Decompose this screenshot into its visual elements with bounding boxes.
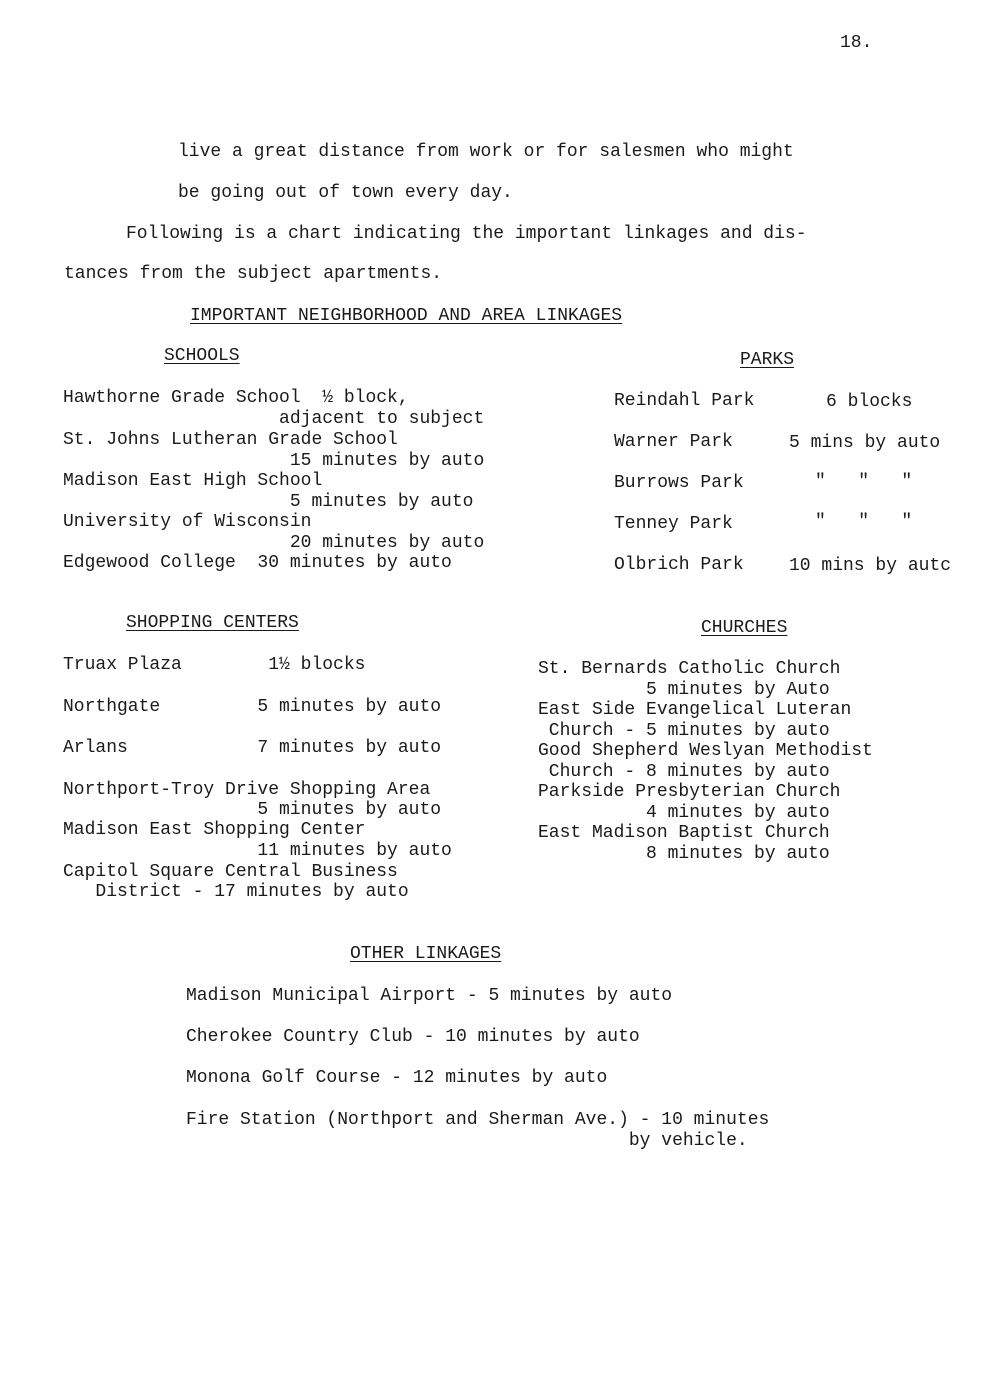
shopping-line: Madison East Shopping Center	[63, 820, 366, 840]
intro-line-1: live a great distance from work or for salesmen who might	[178, 142, 794, 162]
schools-line: 5 minutes by auto	[63, 492, 474, 512]
schools-line: Edgewood College 30 minutes by auto	[63, 553, 452, 573]
churches-line: Good Shepherd Weslyan Methodist	[538, 741, 873, 761]
park-distance: 10 mins by autc	[789, 556, 952, 576]
shopping-line: Northport-Troy Drive Shopping Area	[63, 780, 431, 800]
schools-line: adjacent to subject	[63, 409, 485, 429]
churches-line: 8 minutes by auto	[538, 844, 830, 864]
churches-line: East Side Evangelical Luteran	[538, 700, 852, 720]
churches-line: 4 minutes by auto	[538, 803, 830, 823]
schools-line: Hawthorne Grade School ½ block,	[63, 388, 409, 408]
main-heading: IMPORTANT NEIGHBORHOOD AND AREA LINKAGES	[190, 306, 623, 326]
shopping-line: Arlans 7 minutes by auto	[63, 738, 442, 758]
park-distance: 5 mins by auto	[789, 433, 941, 453]
shopping-line: Capitol Square Central Business	[63, 862, 398, 882]
other-line: Monona Golf Course - 12 minutes by auto	[186, 1068, 608, 1088]
shopping-line: 11 minutes by auto	[63, 841, 452, 861]
intro-line-3: Following is a chart indicating the important linkages and dis-	[126, 224, 807, 244]
intro-line-4: tances from the subject apartments.	[64, 264, 443, 284]
churches-line: 5 minutes by Auto	[538, 680, 830, 700]
schools-line: 15 minutes by auto	[63, 451, 485, 471]
park-name: Warner Park	[614, 432, 733, 452]
park-name: Reindahl Park	[614, 391, 755, 411]
shopping-line: 5 minutes by auto	[63, 800, 442, 820]
intro-line-2: be going out of town every day.	[178, 183, 513, 203]
park-distance: 6 blocks	[826, 392, 913, 412]
other-line: Cherokee Country Club - 10 minutes by auto	[186, 1027, 640, 1047]
churches-line: Church - 8 minutes by auto	[538, 762, 830, 782]
churches-heading: CHURCHES	[701, 618, 788, 638]
shopping-line: Truax Plaza 1½ blocks	[63, 655, 366, 675]
schools-line: Madison East High School	[63, 471, 323, 491]
park-name: Olbrich Park	[614, 555, 744, 575]
other-line: Fire Station (Northport and Sherman Ave.) - 10 minutes	[186, 1110, 770, 1130]
other-line: by vehicle.	[186, 1131, 748, 1151]
schools-line: University of Wisconsin	[63, 512, 312, 532]
schools-heading: SCHOOLS	[164, 346, 240, 366]
park-distance: " " "	[815, 512, 913, 532]
schools-line: St. Johns Lutheran Grade School	[63, 430, 398, 450]
schools-line: 20 minutes by auto	[63, 533, 485, 553]
park-name: Tenney Park	[614, 514, 733, 534]
other-heading: OTHER LINKAGES	[350, 944, 502, 964]
page-number: 18.	[840, 33, 873, 53]
churches-line: Church - 5 minutes by auto	[538, 721, 830, 741]
churches-line: St. Bernards Catholic Church	[538, 659, 841, 679]
shopping-heading: SHOPPING CENTERS	[126, 613, 299, 633]
churches-line: Parkside Presbyterian Church	[538, 782, 841, 802]
park-name: Burrows Park	[614, 473, 744, 493]
churches-line: East Madison Baptist Church	[538, 823, 830, 843]
park-distance: " " "	[815, 472, 913, 492]
shopping-line: District - 17 minutes by auto	[63, 882, 409, 902]
other-line: Madison Municipal Airport - 5 minutes by auto	[186, 986, 673, 1006]
shopping-line: Northgate 5 minutes by auto	[63, 697, 442, 717]
parks-heading: PARKS	[740, 350, 795, 370]
